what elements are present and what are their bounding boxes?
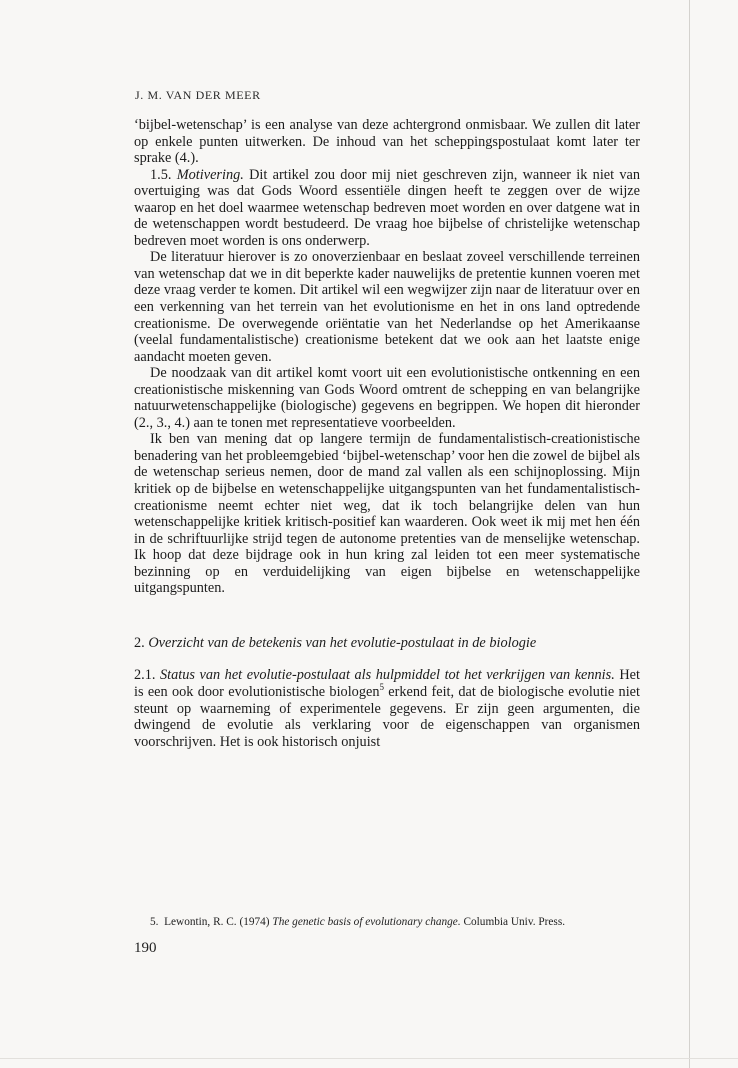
footnote-ref: 5 — [379, 682, 384, 693]
footnote-number: 5. — [150, 916, 159, 928]
page-edge-bottom — [0, 1058, 738, 1059]
section-2-title: Overzicht van de betekenis van het evolutie-postulaat in de biologie — [148, 634, 537, 651]
section-2-heading — [134, 635, 640, 652]
section-2-number: 2. — [134, 634, 145, 651]
section-2-1-number: 2.1. — [134, 667, 156, 684]
section-1-5-text: Dit artikel zou door mij niet geschreven zijn, wanneer ik niet van overtuiging was dat Gods Woord essentiële dingen heeft te zeggen over de wijze waarop en het doel waarmee wetenschap bedreven moet worden en over datgene wat in de wetenschappen wordt bestudeerd. De vraag hoe bijbelse of christelijke wetenschap bedreven moet worden is ons onderwerp. — [134, 166, 641, 249]
paragraph-5: Ik ben van mening dat op langere termijn de fundamentalistisch-creationistische benadering van het probleemgebied ‘bijbel-wetenschap’ voor hen die zowel de bijbel als de wetenschap serieus nemen, door de mand zal vallen als een schijnoplossing. Mijn kritiek op de bijbelse en wetenschappelijke uitgangspunten van het fundamentalistisch-creationisme neemt echter niet weg, dat ik toch belangrijke delen van hun wetenschappelijke kritiek kritisch-positief kan waarderen. Ook weet ik mij met hen één in de schriftuurlijke strijd tegen de autonome pretenties van de menselijke wetenschap. Ik hoop dat deze bijdrage ook in hun kring zal leiden tot een meer systematische bezinning op en verduidelijking van eigen bijbelse en wetenschappelijke uitgangspunten. — [134, 431, 640, 597]
section-2-1-title: Status van het evolutie-postulaat als hulpmiddel tot het verkrijgen van kennis. — [160, 667, 615, 684]
footnote-publisher: Columbia Univ. Press. — [463, 916, 566, 928]
paragraph-1: ‘bijbel-wetenschap’ is een analyse van deze achtergrond onmisbaar. We zullen dit later op enkele punten uitwerken. De inhoud van het scheppingspostulaat komt later ter sprake (4.). — [134, 117, 640, 167]
section-2-1 — [134, 667, 640, 750]
paragraph-4: De noodzaak van dit artikel komt voort uit een evolutionistische ontkenning en een creationistische miskenning van Gods Woord omtrent de schepping en van belangrijke natuurwetenschappelijke (biologische) gegevens en begrippen. We hopen dit hieronder (2., 3., 4.) aan te tonen met representatieve voorbeelden. — [134, 365, 640, 431]
footnote-author: Lewontin, R. C. (1974) — [164, 916, 270, 928]
page-edge-right — [689, 0, 690, 1068]
page-number: 190 — [134, 940, 157, 956]
section-1-5 — [134, 167, 640, 250]
footnote — [150, 916, 650, 928]
footnote-title: The genetic basis of evolutionary change. — [272, 916, 461, 928]
section-2-1-text-a: Het is een ook door evolutionistische biologen — [134, 667, 640, 700]
running-head: J. M. VAN DER MEER — [135, 88, 261, 102]
body-text — [134, 117, 640, 750]
paragraph-3: De literatuur hierover is zo onoverzienbaar en beslaat zoveel verschillende terreinen van wetenschap dat we in dit beperkte kader nauwelijks de pretentie kunnen voeren met deze vraag verder te komen. Dit artikel wil een wegwijzer zijn naar de literatuur over en een verkenning van het terrein van het evolutionisme en het in ons land optredende creationisme. De overwegende oriëntatie van het Nederlandse op het Amerikaanse (veelal fundamentalistische) creationisme betekent dat we ook aan het laatste enige aandacht moeten geven. — [134, 249, 640, 365]
section-1-5-number: 1.5. — [150, 166, 172, 183]
section-2-1-text-b: erkend feit, dat de biologische evolutie niet steunt op waarneming of experimentele gegevens. Er zijn geen argumenten, die dwingend de evolutie als verklaring voor de eigenschappen van organismen voorschrijven. Het is ook historisch onjuist — [134, 683, 640, 750]
section-1-5-title: Motivering. — [176, 166, 244, 183]
